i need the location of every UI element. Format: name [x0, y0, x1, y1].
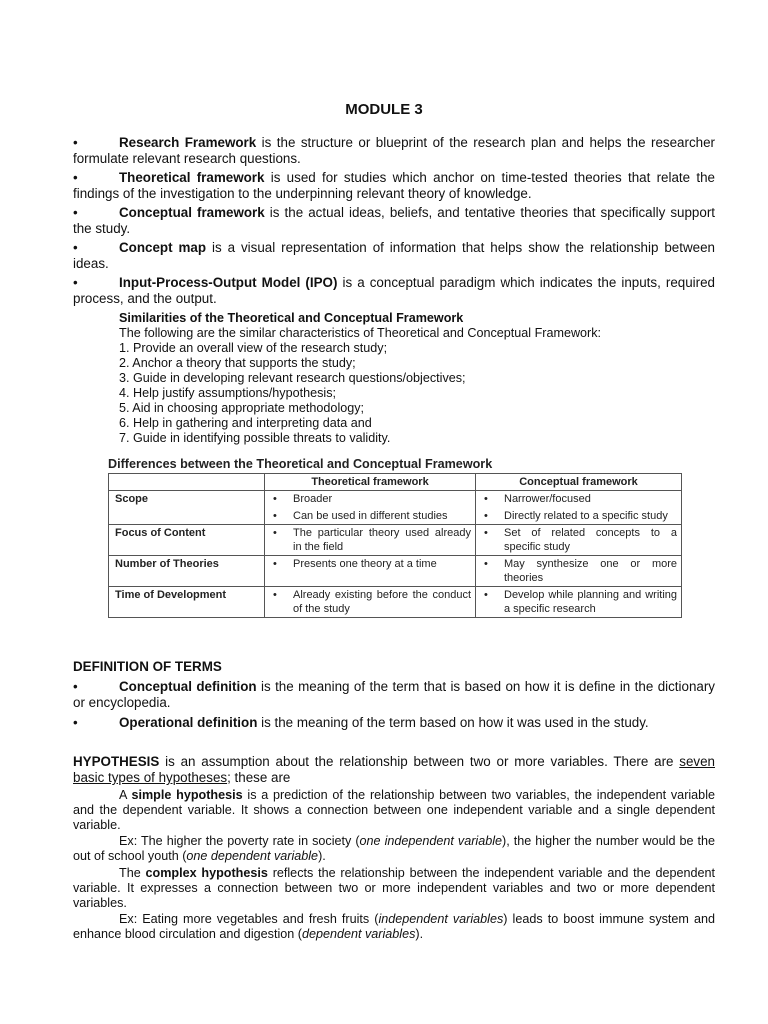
definition-research-framework: [73, 135, 715, 167]
text: ), the higher the number would be the out of school youth (: [73, 834, 716, 863]
bullet: •: [273, 527, 277, 539]
list-item: 1. Provide an overall view of the research study;: [119, 341, 388, 355]
cell-bullet-item: [271, 492, 471, 506]
italic-text: independent variables: [378, 912, 504, 926]
table-header-row: [109, 474, 682, 491]
text: A: [119, 788, 132, 802]
term: HYPOTHESIS: [73, 754, 160, 769]
definition-text: is a conceptual paradigm which indicates the inputs, required process, and the output.: [73, 275, 715, 306]
cell-text: Presents one theory at a time: [293, 558, 437, 570]
bullet: •: [273, 510, 277, 522]
hypothesis-text: is an assumption about the relationship between two or more variables. There are: [159, 754, 680, 769]
cell-bullet-item: [482, 509, 677, 523]
cell-text: Develop while planning and writing a specific research: [504, 589, 677, 615]
similarities-section: [119, 311, 601, 446]
hypothesis-paragraph: [73, 754, 715, 786]
list-item: 6. Help in gathering and interpreting data and: [119, 416, 372, 430]
text: ).: [415, 927, 424, 941]
cell-text: Broader: [293, 493, 333, 505]
text: reflects the relationship between the independent variable and the dependent variable. It expresses a connection between two or more independent variables and two or more dependent variables.: [73, 866, 716, 910]
table-cell: [476, 556, 682, 587]
term: simple hypothesis: [131, 788, 243, 802]
row-header: Time of Development: [109, 587, 265, 618]
table-cell: [265, 587, 476, 618]
table-row: [109, 556, 682, 587]
table-title: Differences between the Theoretical and Conceptual Framework: [108, 457, 493, 471]
list-item: 4. Help justify assumptions/hypothesis;: [119, 386, 336, 400]
cell-text: Directly related to a specific study: [504, 510, 668, 522]
cell-bullet-item: [271, 526, 471, 554]
hypothesis-text: ; these are: [227, 770, 291, 785]
definition-text: is the meaning of the term based on how it was used in the study.: [257, 715, 649, 730]
bullet: •: [73, 715, 78, 730]
table-cell: [265, 556, 476, 587]
definition-concept-map: [73, 240, 715, 272]
cell-bullet-item: [482, 492, 677, 506]
term: Operational definition: [119, 715, 258, 730]
bullet: •: [73, 205, 78, 220]
table-header-empty: [109, 474, 265, 491]
table-row: [109, 587, 682, 618]
bullet: •: [484, 589, 488, 601]
term: Conceptual definition: [119, 679, 257, 694]
cell-text: The particular theory used already in the field: [293, 527, 471, 553]
row-header: Focus of Content: [109, 525, 265, 556]
list-item: 2. Anchor a theory that supports the study;: [119, 356, 356, 370]
text: ) leads to boost immune system and enhance blood circulation and digestion (: [73, 912, 716, 941]
italic-text: one dependent variable: [186, 849, 319, 863]
bullet: •: [484, 510, 488, 522]
cell-bullet-item: [271, 509, 471, 523]
table-cell: [265, 525, 476, 556]
term: Conceptual framework: [119, 205, 265, 220]
table-cell: [476, 587, 682, 618]
italic-text: one independent variable: [359, 834, 503, 848]
cell-text: Can be used in different studies: [293, 510, 448, 522]
cell-bullet-item: [482, 588, 677, 616]
definition-text: is the actual ideas, beliefs, and tentative theories that specifically support the study.: [73, 205, 716, 236]
definition-of-terms-heading: DEFINITION OF TERMS: [73, 659, 222, 674]
definition-text: is a visual representation of information that helps show the relationship between ideas.: [73, 240, 715, 271]
table-header-theoretical: Theoretical framework: [265, 474, 476, 491]
underlined-text: seven basic types of hypotheses: [73, 754, 715, 785]
cell-text: Already existing before the conduct of the study: [293, 589, 471, 615]
term: Input-Process-Output Model (IPO): [119, 275, 338, 290]
definition-theoretical-framework: [73, 170, 715, 202]
definition-conceptual: [73, 679, 715, 711]
table-row: [109, 525, 682, 556]
bullet: •: [73, 679, 78, 694]
list-item: 5. Aid in choosing appropriate methodology;: [119, 401, 365, 415]
cell-bullet-item: [271, 588, 471, 616]
table-cell: [476, 491, 682, 525]
definition-ipo-model: [73, 275, 715, 307]
definition-operational: [73, 715, 715, 731]
italic-text: dependent variables: [301, 927, 416, 941]
bullet: •: [73, 275, 78, 290]
bullet: •: [73, 170, 78, 185]
bullet: •: [273, 558, 277, 570]
table-cell: [476, 525, 682, 556]
bullet: •: [73, 240, 78, 255]
text: ).: [318, 849, 326, 863]
bullet: •: [273, 493, 277, 505]
definition-text: is used for studies which anchor on time-tested theories that relate the findings of the investigation to the underpinning relevant theory of knowledge.: [73, 170, 715, 201]
cell-bullet-item: [271, 557, 471, 571]
similarities-heading: Similarities of the Theoretical and Conceptual Framework: [119, 311, 464, 325]
cell-text: Set of related concepts to a specific study: [504, 527, 677, 553]
row-header: Scope: [109, 491, 265, 525]
definition-text: is the structure or blueprint of the research plan and helps the researcher formulate relevant research questions.: [73, 135, 715, 166]
complex-hypothesis-paragraph: [73, 866, 715, 911]
text: Ex: The higher the poverty rate in society (: [119, 834, 360, 848]
list-item: 7. Guide in identifying possible threats to validity.: [119, 431, 391, 445]
text: is a prediction of the relationship between two variables, the independent variable and the dependent variable. It shows a connection between one independent variable and a single dependent variable.: [73, 788, 715, 832]
bullet: •: [484, 527, 488, 539]
bullet: •: [484, 558, 488, 570]
definition-text: is the meaning of the term that is based on how it is define in the dictionary or encyclopedia.: [73, 679, 716, 710]
similarities-intro: The following are the similar characteristics of Theoretical and Conceptual Framework:: [119, 326, 602, 340]
definition-conceptual-framework: [73, 205, 715, 237]
text: Ex: Eating more vegetables and fresh fruits (: [119, 912, 379, 926]
simple-hypothesis-paragraph: [73, 788, 715, 833]
cell-bullet-item: [482, 557, 677, 585]
cell-bullet-item: [482, 526, 677, 554]
row-header: Number of Theories: [109, 556, 265, 587]
term: Research Framework: [119, 135, 257, 150]
bullet: •: [484, 493, 488, 505]
cell-text: May synthesize one or more theories: [504, 558, 677, 584]
cell-text: Narrower/focused: [504, 493, 591, 505]
term: Theoretical framework: [119, 170, 265, 185]
term: Concept map: [119, 240, 207, 255]
differences-table: [108, 473, 682, 618]
table-header-conceptual: Conceptual framework: [476, 474, 682, 491]
complex-hypothesis-example: [73, 912, 715, 942]
table-row: [109, 491, 682, 525]
table-cell: [265, 491, 476, 525]
bullet: •: [73, 135, 78, 150]
page-title: MODULE 3: [345, 101, 423, 118]
simple-hypothesis-example: [73, 834, 715, 864]
bullet: •: [273, 589, 277, 601]
list-item: 3. Guide in developing relevant research questions/objectives;: [119, 371, 466, 385]
term: complex hypothesis: [145, 866, 268, 880]
text: The: [119, 866, 146, 880]
